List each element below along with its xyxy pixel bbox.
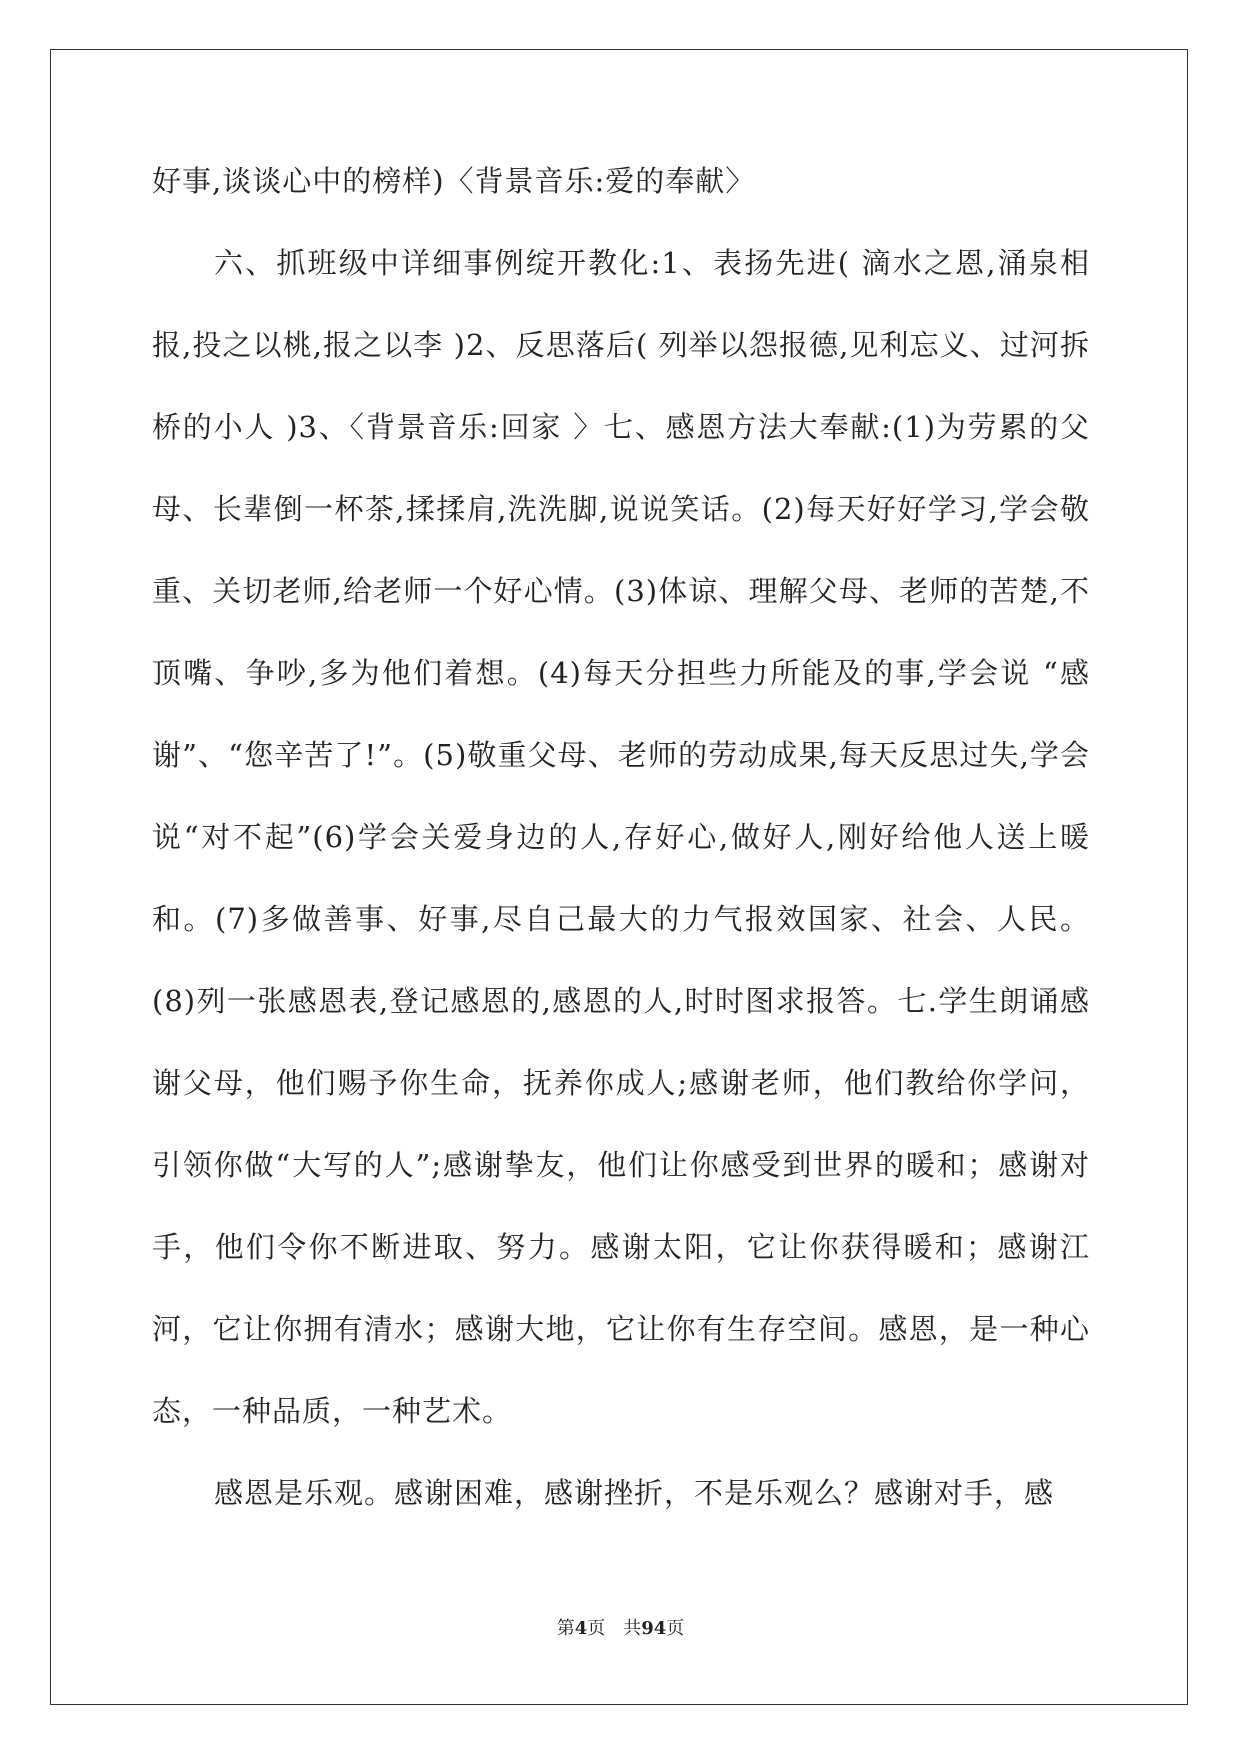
paragraph-activity-six: 六、抓班级中详细事例绽开教化:1、表扬先进( 滴水之恩,涌泉相报,投之以桃,报之以李 )2、反思落后( 列举以怨报德,见利忘义、过河拆桥的小人 )3、〈背景音乐:回家 〉七、感恩方法大奉献:(1)为劳累的父母、长辈倒一杯茶,揉揉肩,洗洗脚,说说笑话。(2)每天好好学习,学会敬重、关切老师,给老师一个好心情。(3)体谅、理解父母、老师的苦楚,不顶嘴、争吵,多为他们着想。(4)每天分担些力所能及的事,学会说 “感谢”、“您辛苦了!”。(5)敬重父母、老师的劳动成果,每天反思过失,学会说“对不起”(6)学会关爱身边的人,存好心,做好人,刚好给他人送上暖和。(7)多做善事、好事,尽自己最大的力气报效国家、社会、人民。(8)列一张感恩表,登记感恩的,感恩的人,时时图求报答。七.学生朗诵感谢父母，他们赐予你生命，抚养你成人;感谢老师，他们教给你学问，引领你做“大写的人”;感谢挚友，他们让你感受到世界的暖和；感谢对手，他们令你不断进取、努力。感谢太阳，它让你获得暖和；感谢江河，它让你拥有清水；感谢大地，它让你有生存空间。感恩，是一种心态，一种品质，一种艺术。 xyxy=(152,246,1090,1428)
footer-total-prefix: 共 xyxy=(623,1618,642,1639)
page-footer xyxy=(0,1614,1241,1640)
footer-page-suffix: 页 xyxy=(587,1618,606,1639)
paragraph-continuation: 好事,谈谈心中的榜样)〈背景音乐:爱的奉献〉 xyxy=(152,164,756,198)
footer-prefix: 第 xyxy=(556,1618,575,1639)
current-page-number: 4 xyxy=(574,1618,588,1639)
document-body xyxy=(152,162,1090,1534)
paragraph-gratitude-optimism: 感恩是乐观。感谢困难，感谢挫折，不是乐观么？感谢对手，感 xyxy=(214,1476,1055,1510)
footer-total-suffix: 页 xyxy=(666,1618,685,1639)
total-page-count: 94 xyxy=(641,1618,667,1639)
